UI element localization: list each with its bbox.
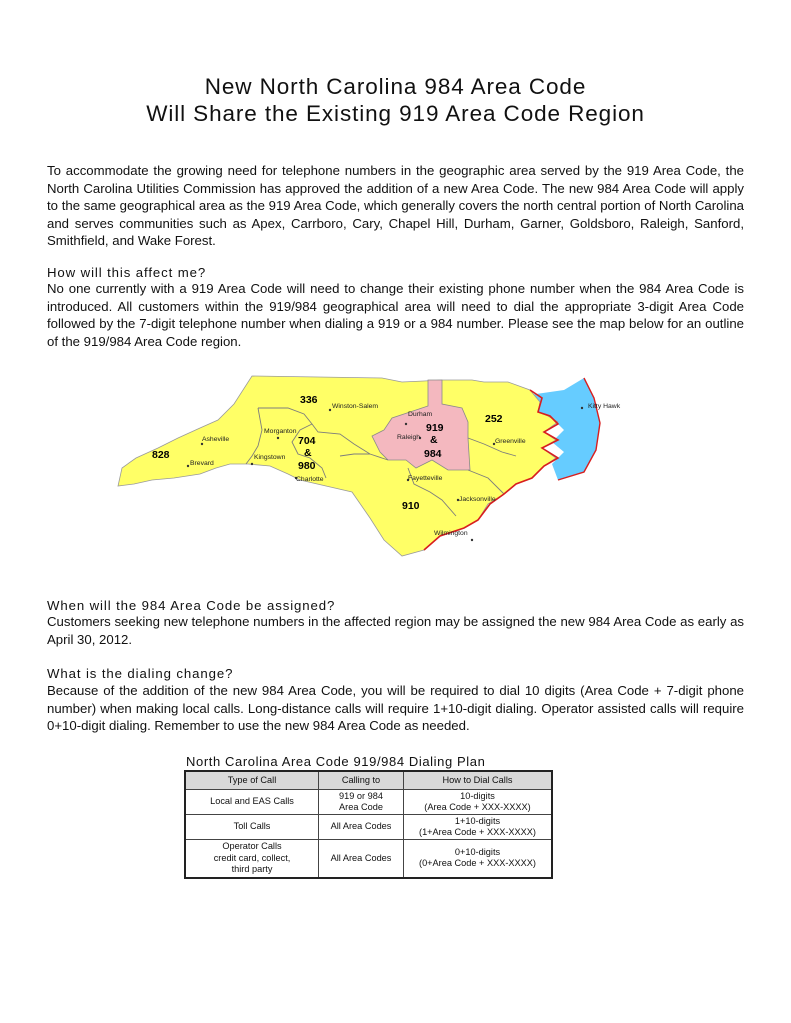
city-brevard: Brevard xyxy=(190,460,214,467)
area-code-map xyxy=(112,368,652,558)
city-wilmington: Wilmington xyxy=(434,530,468,537)
assigned-paragraph: Customers seeking new telephone numbers in the affected region may be assigned the new 984 Area Code as early as April 30, 2012. xyxy=(47,614,744,647)
area-code-252: 252 xyxy=(485,413,503,425)
area-code-910: 910 xyxy=(402,500,420,512)
table-row xyxy=(185,790,552,815)
area-code-980: 980 xyxy=(298,460,316,472)
city-raleigh: Raleigh xyxy=(397,434,421,441)
cell-how-to-dial: 1+10-digits (1+Area Code + XXX-XXXX) xyxy=(404,815,553,840)
area-code-984: 984 xyxy=(424,448,442,460)
cell-how-to-dial: 0+10-digits (0+Area Code + XXX-XXXX) xyxy=(404,840,553,878)
area-code-336: 336 xyxy=(300,394,318,406)
city-winston-salem: Winston-Salem xyxy=(332,403,379,410)
dialing-plan-table xyxy=(184,770,553,879)
table-row xyxy=(185,840,552,878)
affect-heading: How will this affect me? xyxy=(47,265,207,280)
city-greenville: Greenville xyxy=(495,438,526,445)
city-durham: Durham xyxy=(408,411,433,418)
affect-paragraph: No one currently with a 919 Area Code will need to change their existing phone number when the 984 Area Code is introduced. All customers within the 919/984 geographical area will need to dial the appropriate 3-digit Area Code followed by the 7-digit telephone number when dialing a 919 or a 984 number. Please see the map below for an outline of the 919/984 Area Code region. xyxy=(47,281,744,349)
city-morganton: Morganton xyxy=(264,428,297,435)
cell-calling-to: 919 or 984 Area Code xyxy=(319,790,404,815)
area-code-828: 828 xyxy=(152,449,170,461)
table-row xyxy=(185,815,552,840)
area-code-704-ampersand: & xyxy=(304,447,312,459)
area-code-704: 704 xyxy=(298,435,316,447)
page-title-line-2: Will Share the Existing 919 Area Code Region xyxy=(146,101,645,126)
cell-calling-to: All Area Codes xyxy=(319,840,404,878)
city-kingstown: Kingstown xyxy=(254,454,286,461)
cell-how-to-dial: 10-digits (Area Code + XXX-XXXX) xyxy=(404,790,553,815)
city-charlotte: Charlotte xyxy=(296,476,324,483)
area-code-919: 919 xyxy=(426,422,444,434)
cell-type: Toll Calls xyxy=(185,815,319,840)
dialing-heading: What is the dialing change? xyxy=(47,666,234,681)
table-title: North Carolina Area Code 919/984 Dialing Plan xyxy=(186,754,486,769)
city-jacksonville: Jacksonville xyxy=(459,496,496,503)
area-code-919-ampersand: & xyxy=(430,434,438,446)
cell-calling-to: All Area Codes xyxy=(319,815,404,840)
city-asheville: Asheville xyxy=(202,436,230,443)
dialing-paragraph: Because of the addition of the new 984 Area Code, you will be required to dial 10 digits (Area Code + 7-digit phone number) when making local calls. Long-distance calls will require 1+10-digit dialing. Operator assisted calls will require 0+10-digit dialing. Remember to use the new 984 Area Code as needed. xyxy=(47,683,744,734)
header-calling-to: Calling to xyxy=(319,771,404,790)
assigned-heading: When will the 984 Area Code be assigned? xyxy=(47,598,336,613)
cell-type: Operator Calls credit card, collect, third party xyxy=(185,840,319,878)
city-kitty-hawk: Kitty Hawk xyxy=(588,403,621,410)
page-title-line-1: New North Carolina 984 Area Code xyxy=(204,74,587,99)
header-type-of-call: Type of Call xyxy=(185,771,319,790)
header-how-to-dial: How to Dial Calls xyxy=(404,771,553,790)
intro-paragraph: To accommodate the growing need for telephone numbers in the geographic area served by the 919 Area Code, the North Carolina Utilities Commission has approved the addition of a new Area Code. The new 984 Area Code will apply to the same geographical area as the 919 Area Code, which generally covers the north central portion of North Carolina and serves communities such as Apex, Carrboro, Cary, Chapel Hill, Durham, Garner, Goldsboro, Raleigh, Sanford, Smithfield, and Wake Forest. xyxy=(47,163,744,249)
city-fayetteville: Fayetteville xyxy=(408,475,443,482)
cell-type: Local and EAS Calls xyxy=(185,790,319,815)
table-header-row xyxy=(185,771,552,790)
